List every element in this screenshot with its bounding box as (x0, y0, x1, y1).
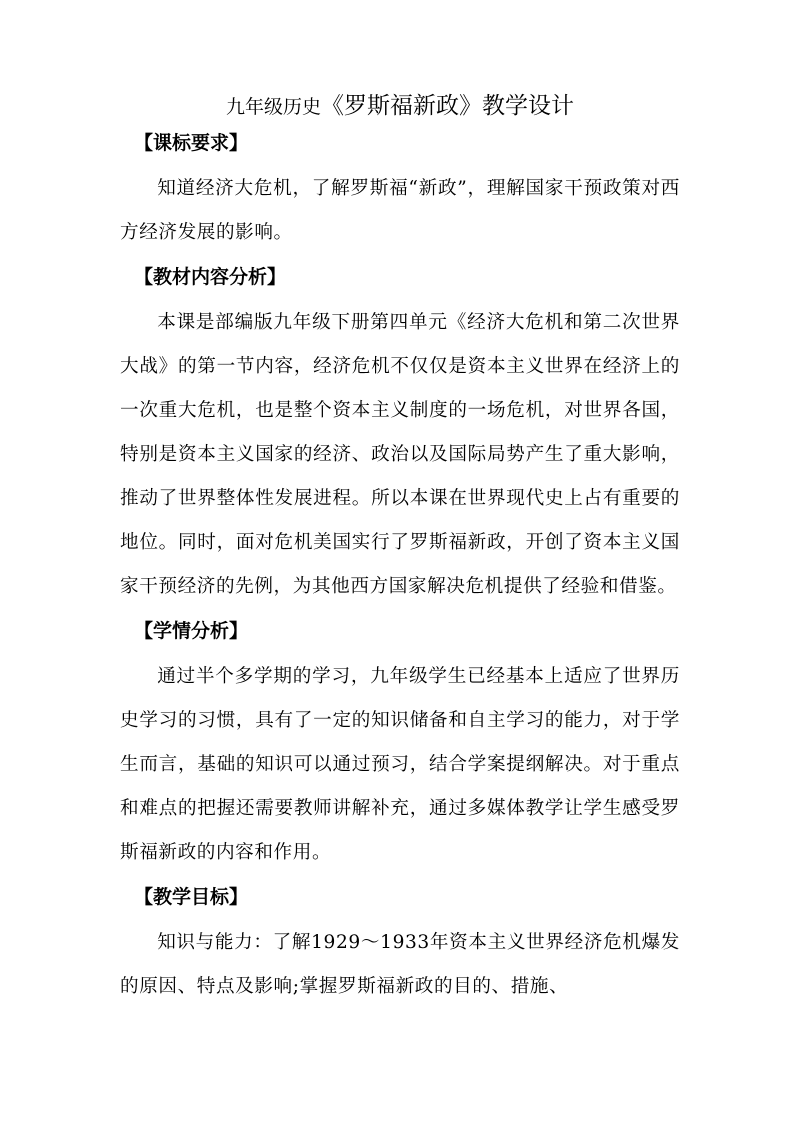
section-heading-teaching-objectives: 【教学目标】 (134, 886, 249, 908)
section-heading-curriculum-requirements: 【课标要求】 (134, 132, 249, 154)
section-paragraph-textbook-analysis: 本课是部编版九年级下册第四单元《经济大危机和第二次世界大战》的第一节内容，经济危机不仅仅是资本主义世界在经济上的一次重大危机，也是整个资本主义制度的一场危机，对世界各国，特别是资本主义国家的经济、政治以及国际局势产生了重大影响，推动了世界整体性发展进程。所以本课在世界现代史上占有重要的地位。同时，面对危机美国实行了罗斯福新政，开创了资本主义国家干预经济的先例，为其他西方国家解决危机提供了经验和借鉴。 (120, 312, 680, 597)
section-heading-textbook-analysis: 【教材内容分析】 (134, 266, 287, 288)
title-prefix: 九年级历史 (225, 96, 321, 118)
section-paragraph-student-analysis: 通过半个多学期的学习，九年级学生已经基本上适应了世界历史学习的习惯，具有了一定的知识储备和自主学习的能力，对于学生而言，基础的知识可以通过预习，结合学案提纲解决。对于重点和难点的把握还需要教师讲解补充，通过多媒体教学让学生感受罗斯福新政的内容和作用。 (120, 666, 680, 863)
document-title (120, 88, 680, 125)
section-paragraph-teaching-objectives: 知识与能力：了解1929～1933年资本主义世界经济危机爆发的原因、特点及影响;掌握罗斯福新政的目的、措施、 (120, 932, 680, 997)
section-heading-student-analysis: 【学情分析】 (134, 620, 249, 642)
document-body (120, 88, 680, 1013)
title-main: 《罗斯福新政》教学设计 (321, 93, 574, 119)
section-paragraph-curriculum-requirements: 知道经济大危机，了解罗斯福“新政”，理解国家干预政策对西方经济发展的影响。 (120, 178, 680, 243)
